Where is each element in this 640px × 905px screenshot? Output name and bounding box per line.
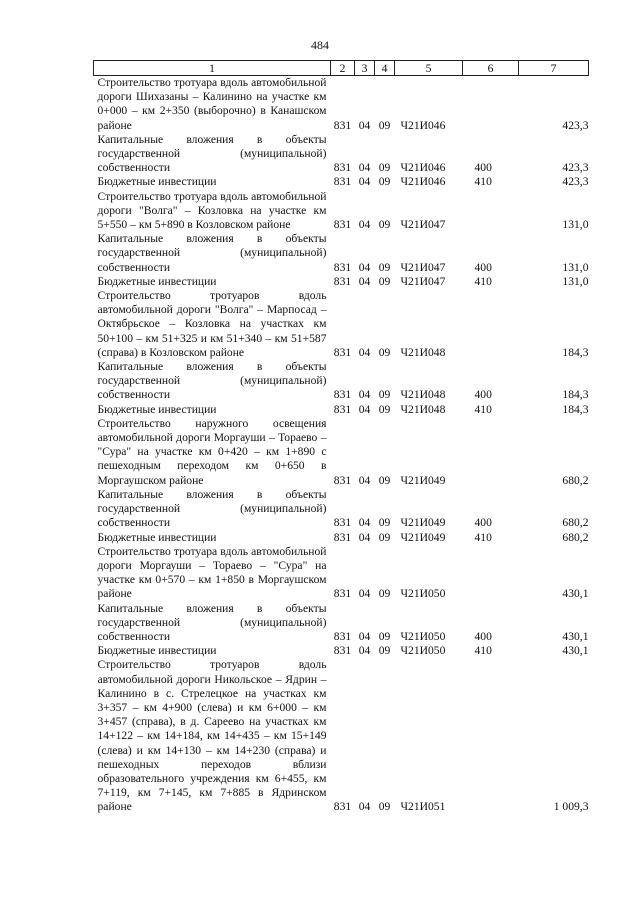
row-expense-type [463,76,519,133]
row-target-article: Ч21И050 [400,587,446,601]
table-row [94,403,589,417]
row-target-article: Ч21И046 [400,175,446,189]
table-row [94,289,589,360]
row-subsection-code: 09 [378,161,391,175]
row-amount: 184,3 [562,402,589,416]
row-description: Бюджетные инвестиции [97,274,217,288]
row-subsection-code: 09 [378,274,391,288]
table-row [94,76,589,133]
row-description: Строительство тротуара вдоль автомобильной дороги Шихазаны – Калинино на участке км 0+000 – км 2+350 (выборочно) в Канашском районе [97,76,327,132]
table-body [94,76,589,815]
header-col-2: 2 [331,61,355,76]
row-subsection-code: 09 [378,388,391,402]
row-subsection-code: 09 [378,473,391,487]
row-target-article: Ч21И047 [400,274,446,288]
row-subsection-code: 09 [378,644,391,658]
row-ministry-code: 831 [333,516,352,530]
row-description: Строительство наружного освещения автомобильной дороги Моргауши – Тораево – "Сура" на участке км 0+420 – км 1+890 с пешеходным переходом км 0+650 в Моргаушском районе [97,416,327,487]
row-description: Строительство тротуаров вдоль автомобильной дороги "Волга" – Марпосад – Октябрьское – Козловка на участках км 50+100 – км 51+325 и км 51+340 – км 51+587 (справа) в Козловском районе [97,289,327,359]
row-expense-type [463,417,519,488]
row-section-code: 04 [358,388,371,402]
row-subsection-code: 09 [378,260,391,274]
row-section-code: 04 [358,175,371,189]
row-expense-type: 400 [474,629,492,643]
row-ministry-code: 831 [333,175,352,189]
table-row [94,133,589,176]
row-subsection-code: 09 [378,175,391,189]
row-expense-type [463,545,519,602]
row-amount: 131,0 [562,260,589,274]
table-row [94,360,589,403]
table-row [94,190,589,233]
row-section-code: 04 [358,161,371,175]
row-amount: 131,0 [562,274,589,288]
row-amount: 184,3 [562,388,589,402]
row-expense-type: 400 [474,388,492,402]
header-col-1: 1 [94,61,331,76]
row-expense-type: 400 [474,516,492,530]
row-subsection-code: 09 [378,530,391,544]
row-expense-type [463,289,519,360]
row-target-article: Ч21И051 [400,800,446,814]
row-ministry-code: 831 [333,161,352,175]
row-section-code: 04 [358,118,371,132]
row-section-code: 04 [358,402,371,416]
table-row [94,531,589,545]
header-col-7: 7 [519,61,589,76]
budget-table [93,60,589,815]
row-description: Строительство тротуара вдоль автомобильной дороги Моргауши – Тораево – "Сура" на участке км 0+570 – км 1+850 в Моргаушском районе [97,544,327,601]
row-ministry-code: 831 [333,402,352,416]
row-expense-type [463,658,519,814]
row-target-article: Ч21И049 [400,473,446,487]
row-section-code: 04 [358,274,371,288]
row-amount: 423,3 [562,161,589,175]
row-ministry-code: 831 [333,345,352,359]
page-number: 484 [311,38,329,52]
row-amount: 430,1 [562,629,589,643]
row-target-article: Ч21И047 [400,218,446,232]
row-expense-type [463,190,519,233]
row-ministry-code: 831 [333,644,352,658]
row-subsection-code: 09 [378,800,391,814]
row-section-code: 04 [358,800,371,814]
row-amount: 680,2 [562,516,589,530]
row-target-article: Ч21И050 [400,629,446,643]
row-ministry-code: 831 [333,587,352,601]
row-description: Бюджетные инвестиции [97,530,217,544]
header-col-4: 4 [375,61,395,76]
header-col-6: 6 [463,61,519,76]
row-expense-type: 410 [474,402,492,416]
row-section-code: 04 [358,530,371,544]
row-subsection-code: 09 [378,629,391,643]
row-amount: 430,1 [562,644,589,658]
row-ministry-code: 831 [333,530,352,544]
table-row [94,275,589,289]
row-amount: 680,2 [562,473,589,487]
row-description: Капитальные вложения в объекты государственной (муниципальной) собственности [97,232,327,274]
row-target-article: Ч21И047 [400,260,446,274]
row-target-article: Ч21И048 [400,345,446,359]
row-ministry-code: 831 [333,274,352,288]
row-target-article: Ч21И049 [400,530,446,544]
row-target-article: Ч21И046 [400,161,446,175]
row-subsection-code: 09 [378,218,391,232]
row-subsection-code: 09 [378,345,391,359]
table-row [94,658,589,814]
row-description: Строительство тротуара вдоль автомобильной дороги "Волга" – Козловка на участке км 5+550 – км 5+890 в Козловском районе [97,189,327,232]
row-section-code: 04 [358,629,371,643]
row-ministry-code: 831 [333,218,352,232]
row-expense-type: 400 [474,161,492,175]
row-amount: 423,3 [562,175,589,189]
row-section-code: 04 [358,218,371,232]
row-ministry-code: 831 [333,118,352,132]
row-description: Бюджетные инвестиции [97,175,217,189]
row-ministry-code: 831 [333,473,352,487]
row-description: Капитальные вложения в объекты государственной (муниципальной) собственности [97,132,327,175]
row-expense-type: 410 [474,175,492,189]
table-row [94,488,589,531]
row-description: Бюджетные инвестиции [97,402,217,416]
table-row [94,545,589,602]
row-target-article: Ч21И046 [400,118,446,132]
row-subsection-code: 09 [378,587,391,601]
table-row [94,602,589,645]
row-amount: 1 009,3 [553,800,589,814]
row-expense-type: 410 [474,274,492,288]
row-amount: 680,2 [562,530,589,544]
header-col-3: 3 [355,61,375,76]
row-expense-type: 410 [474,530,492,544]
row-description: Капитальные вложения в объекты государственной (муниципальной) собственности [97,601,327,643]
row-subsection-code: 09 [378,516,391,530]
row-ministry-code: 831 [333,629,352,643]
row-target-article: Ч21И048 [400,388,446,402]
table-row [94,644,589,658]
table-row [94,232,589,275]
row-description: Строительство тротуаров вдоль автомобильной дороги Никольское – Ядрин – Калинино в с. Стрелецкое на участках км 3+357 – км 4+900 (слева) и км 6+000 – км 3+457 (справа), в д. Сареево на участках км 14+122 – км 14+184, км 14+435 – км 15+149 (слева) и км 14+130 – км 14+230 (справа) и пешеходных переходов вблизи образовательного учреждения км 6+455, км 7+119, км 7+145, км 7+885 в Ядринском районе [97,658,327,814]
row-description: Бюджетные инвестиции [97,644,217,658]
row-amount: 430,1 [562,587,589,601]
row-section-code: 04 [358,644,371,658]
row-description: Капитальные вложения в объекты государственной (муниципальной) собственности [97,360,327,402]
table-header [94,61,589,76]
row-ministry-code: 831 [333,800,352,814]
row-amount: 131,0 [562,218,589,232]
row-target-article: Ч21И048 [400,402,446,416]
row-ministry-code: 831 [333,260,352,274]
row-amount: 184,3 [562,345,589,359]
row-section-code: 04 [358,345,371,359]
table-row [94,175,589,189]
header-row [94,61,589,76]
row-subsection-code: 09 [378,118,391,132]
header-col-5: 5 [395,61,463,76]
table-row [94,417,589,488]
row-expense-type: 410 [474,644,492,658]
row-section-code: 04 [358,516,371,530]
row-target-article: Ч21И049 [400,516,446,530]
row-section-code: 04 [358,473,371,487]
row-description: Капитальные вложения в объекты государственной (муниципальной) собственности [97,487,327,530]
row-section-code: 04 [358,260,371,274]
row-ministry-code: 831 [333,388,352,402]
row-section-code: 04 [358,587,371,601]
row-target-article: Ч21И050 [400,644,446,658]
row-subsection-code: 09 [378,402,391,416]
row-amount: 423,3 [562,118,589,132]
row-expense-type: 400 [474,260,492,274]
